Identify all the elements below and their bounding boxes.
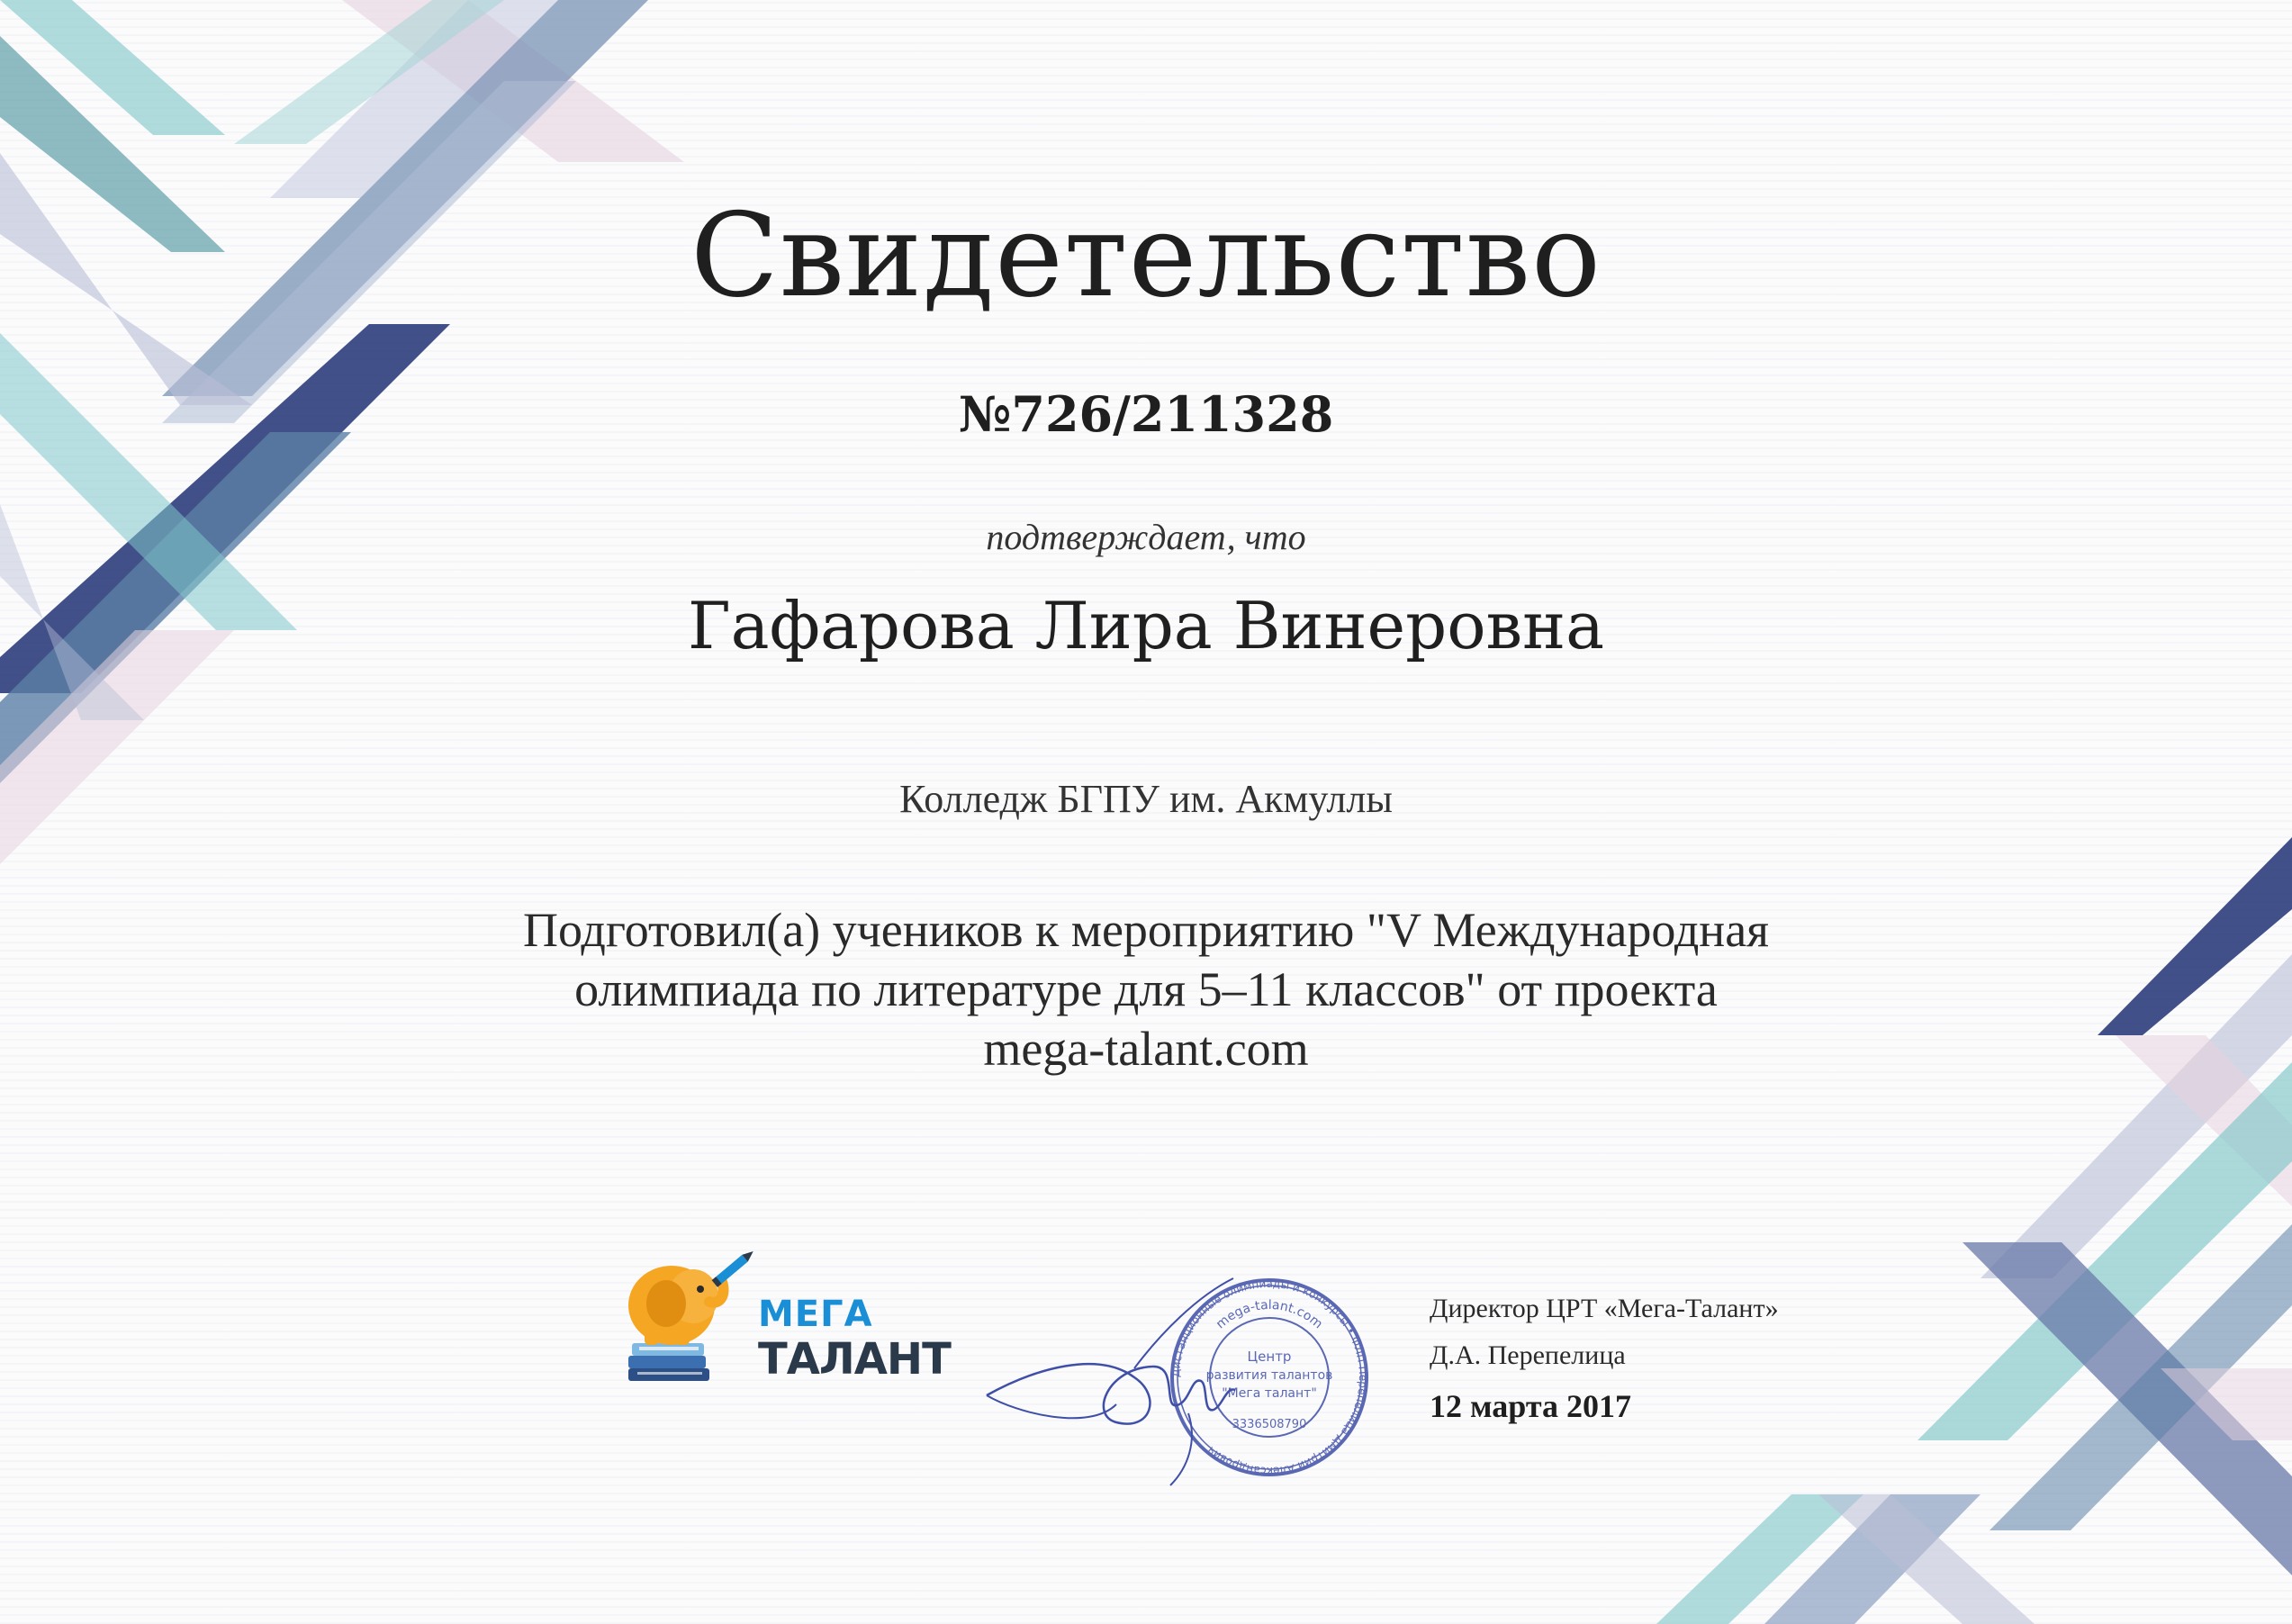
logo-text-line2: ТАЛАНТ	[758, 1334, 951, 1385]
description-line: олимпиада по литературе для 5–11 классов" от проекта	[574, 962, 1718, 1016]
description	[0, 900, 2292, 1078]
stamp-site-text: mega-talant.com	[1213, 1297, 1326, 1332]
institution-name: Колледж БГПУ им. Акмуллы	[899, 777, 1393, 821]
certificate-title: Свидетельство	[690, 189, 1602, 323]
stamp-code: 3336508790	[1232, 1418, 1307, 1431]
issue-date: 12 марта 2017	[1430, 1388, 1631, 1424]
stamp	[1169, 1277, 1369, 1477]
confirms-text: подтверждает, что	[986, 517, 1306, 557]
stamp-outer-text: Дистанционные олимпиады и конкурсы • ФЛП Перепелица Дмитрий Александрович	[1169, 1277, 1370, 1478]
stamp-center-line1: Центр	[1247, 1349, 1292, 1365]
stamp-center-line3: "Мега талант"	[1222, 1386, 1317, 1401]
signatory-title: Директор ЦРТ «Мега-Талант»	[1430, 1294, 1779, 1323]
signatory-block	[1430, 1289, 1779, 1428]
stamp-center-line2: развития талантов	[1205, 1368, 1333, 1383]
description-line: mega-talant.com	[983, 1022, 1309, 1076]
description-line: Подготовил(а) учеников к мероприятию "V Международная	[522, 903, 1770, 957]
signatory-name: Д.А. Перепелица	[1430, 1340, 1626, 1370]
certificate-number: №726/211328	[958, 385, 1334, 443]
signature-and-stamp	[981, 1260, 1377, 1494]
logo-wordmark	[758, 1294, 951, 1385]
logo-text-line1: МЕГА	[758, 1294, 873, 1335]
recipient-name: Гафарова Лира Винеровна	[687, 588, 1605, 663]
svg-text:mega-talant.com	[1214, 1298, 1325, 1331]
